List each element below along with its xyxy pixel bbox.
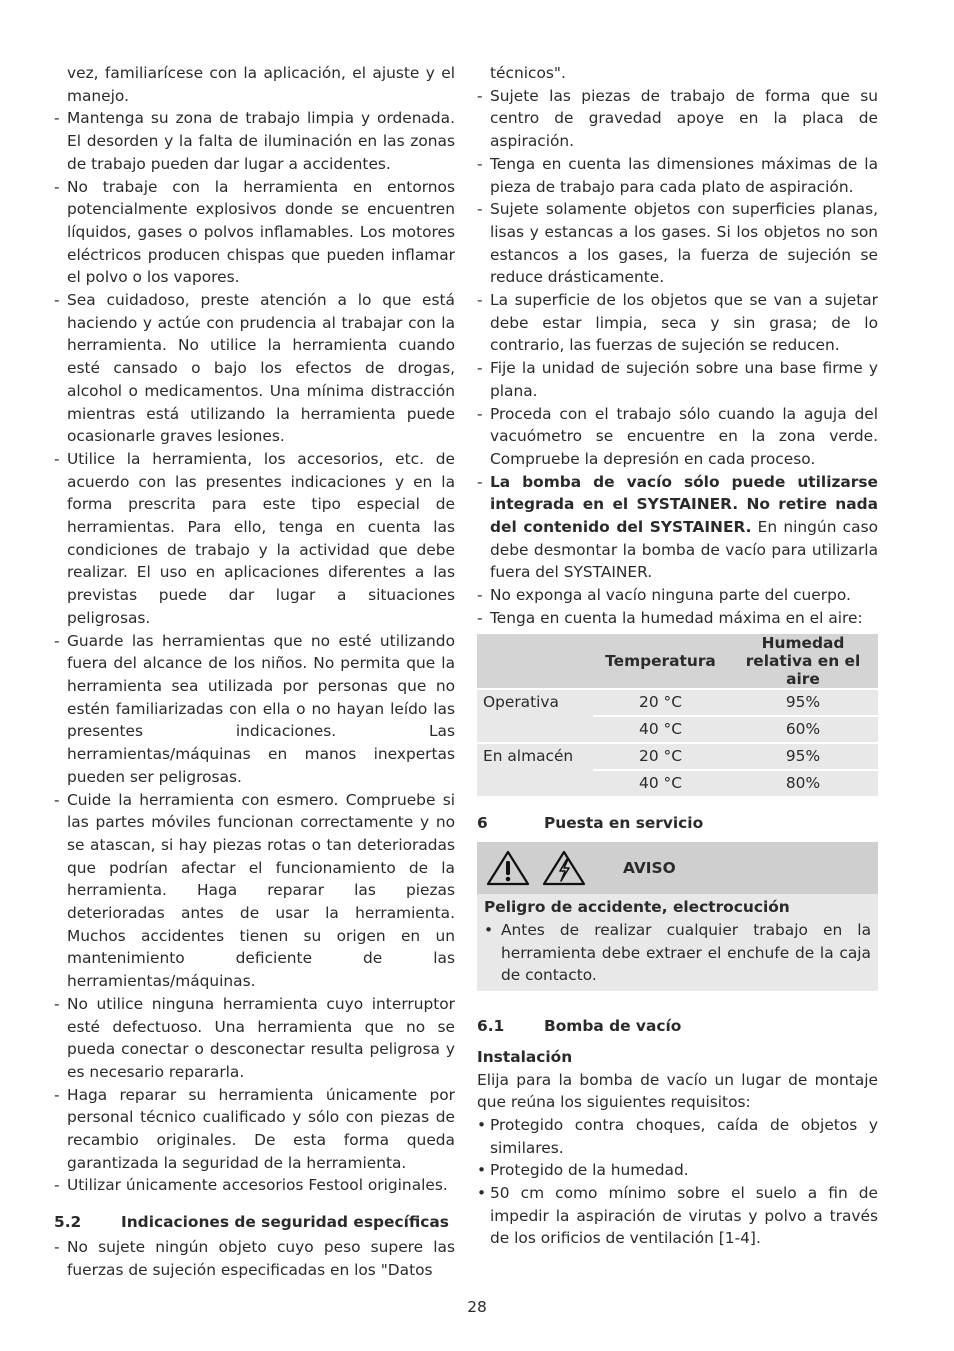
- list-item-bold: - La bomba de vacío sólo puede utilizarse integrada en el SYSTAINER. No retire nada del contenido del SYSTAINER. En ningún caso debe desmontar la bomba de vacío para utilizarla fuera del SYSTAINER.: [477, 472, 878, 582]
- list-item: - Utilizar únicamente accesorios Festool originales.: [54, 1176, 448, 1195]
- list-item: - Tenga en cuenta las dimensiones máximas de la pieza de trabajo para cada plato de aspiración.: [477, 154, 878, 196]
- table-cell: 95%: [728, 742, 878, 769]
- high-voltage-icon: [541, 849, 587, 887]
- list-item: - Guarde las herramientas que no esté utilizando fuera del alcance de los niños. No permita que la herramienta sea utilizada por personas que no estén familiarizadas con ella o no hayan leído las presentes indicaciones. Las herramientas/máquinas en manos inexpertas pueden ser peligrosas.: [54, 631, 455, 786]
- section-heading-6: 6 Puesta en servicio: [477, 813, 704, 832]
- install-text: Elija para la bomba de vacío un lugar de montaje que reúna los siguientes requisitos:: [477, 1070, 878, 1112]
- table-row: [477, 688, 878, 715]
- table-row: [477, 742, 878, 769]
- table-header-empty: [477, 634, 593, 688]
- list-item: - Tenga en cuenta la humedad máxima en el aire:: [477, 608, 863, 627]
- list-item: • 50 cm como mínimo sobre el suelo a fin de impedir la aspiración de virutas y polvo a través de los orificios de ventilación [1-4].: [477, 1184, 878, 1248]
- section-heading-5-2: 5.2 Indicaciones de seguridad específicas: [54, 1213, 449, 1232]
- humidity-table: [477, 634, 878, 796]
- list-item: - Mantenga su zona de trabajo limpia y ordenada. El desorden y la falta de iluminación en las zonas de trabajo pueden dar lugar a accidentes.: [54, 109, 455, 173]
- list-item: - La superficie de los objetos que se van a sujetar debe estar limpia, seca y sin grasa; de lo contrario, las fuerzas de sujeción se reducen.: [477, 291, 878, 355]
- warning-header: [477, 842, 878, 894]
- table-cell: 20 °C: [593, 742, 728, 769]
- table-cell: 40 °C: [593, 715, 728, 742]
- table-cell: [477, 769, 593, 796]
- warning-title: Peligro de accidente, electrocución: [484, 898, 790, 917]
- list-item: - No trabaje con la herramienta en entornos potencialmente explosivos donde se encuentren líquidos, gases o polvos inflamables. Los motores eléctricos producen chispas que pueden inflamar el polvo o los vapores.: [54, 177, 455, 287]
- list-item: - Fije la unidad de sujeción sobre una base firme y plana.: [477, 359, 878, 400]
- page-number: 28: [467, 1298, 487, 1316]
- list-item: - Cuide la herramienta con esmero. Compruebe si las partes móviles funcionan correctamente y no se atascan, si hay piezas rotas o tan deterioradas que podrían afectar el funcionamiento de la herramienta. Haga reparar las piezas deterioradas antes de usar la herramienta. Muchos accidentes tienen su origen en un mantenimiento deficiente de las herramientas/máquinas.: [54, 790, 455, 991]
- list-item: - No sujete ningún objeto cuyo peso supere las fuerzas de sujeción especificadas en los "Datos: [54, 1237, 455, 1279]
- list-item: - No exponga al vacío ninguna parte del cuerpo.: [477, 586, 851, 605]
- list-item: - Proceda con el trabajo sólo cuando la aguja del vacuómetro se encuentre en la zona verde. Compruebe la depresión en cada proceso.: [477, 404, 878, 468]
- list-item: • Protegido contra choques, caída de objetos y similares.: [477, 1115, 878, 1157]
- list-item: - Haga reparar su herramienta únicamente por personal técnico cualificado y sólo con piezas de recambio originales. De esta forma queda garantizada la seguridad de la herramienta.: [54, 1085, 455, 1172]
- list-item: - Sujete las piezas de trabajo de forma que su centro de gravedad apoye en la placa de aspiración.: [477, 86, 878, 151]
- warning-item: • Antes de realizar cualquier trabajo en la herramienta debe extraer el enchufe de la caja de contacto.: [484, 920, 871, 985]
- table-header-temperature: Temperatura: [593, 634, 728, 688]
- table-cell: 40 °C: [593, 769, 728, 796]
- table-row: [477, 715, 878, 742]
- table-cell: [477, 715, 593, 742]
- table-cell: Operativa: [477, 688, 593, 715]
- right-column: [477, 62, 878, 1250]
- table-header-row: [477, 634, 878, 688]
- left-column: [54, 62, 455, 1281]
- warning-label: AVISO: [623, 858, 676, 877]
- table-cell: 60%: [728, 715, 878, 742]
- table-cell: 80%: [728, 769, 878, 796]
- list-item: - Sujete solamente objetos con superficies planas, lisas y estancas a los gases. Si los objetos no son estancos a los gases, la fuerza de sujeción se reduce drásticamente.: [477, 200, 878, 287]
- table-cell: 95%: [728, 688, 878, 715]
- install-heading: Instalación: [477, 1047, 573, 1066]
- warning-body: [477, 894, 878, 991]
- table-cell: En almacén: [477, 742, 593, 769]
- continued-text: técnicos".: [490, 64, 566, 82]
- warning-box: [477, 842, 878, 991]
- list-item: - No utilice ninguna herramienta cuyo interruptor esté defectuoso. Una herramienta que no se pueda conectar o desconectar resulta peligrosa y es necesario repararla.: [54, 994, 455, 1081]
- list-item: - Sea cuidadoso, preste atención a lo que está haciendo y actúe con prudencia al trabajar con la herramienta. No utilice la herramienta cuando esté cansado o bajo los efectos de drogas, alcohol o medicamentos. Una mínima distracción mientras está utilizando la herramienta puede ocasionarle graves lesiones.: [54, 291, 455, 446]
- warning-triangle-icon: [485, 849, 531, 887]
- warning-icons: [477, 849, 623, 887]
- table-row: [477, 769, 878, 796]
- intro-text: vez, familiarícese con la aplicación, el ajuste y el manejo.: [67, 64, 455, 105]
- table-header-humidity: Humedad relativa en el aire: [728, 634, 878, 688]
- list-item: • Protegido de la humedad.: [477, 1161, 689, 1180]
- section-heading-6-1: 6.1 Bomba de vacío: [477, 1017, 682, 1036]
- list-item: - Utilice la herramienta, los accesorios, etc. de acuerdo con las presentes indicaciones y en la forma prescrita para este tipo especial de herramientas. Para ello, tenga en cuenta las condiciones de trabajo y la actividad que debe realizar. El uso en aplicaciones diferentes a las previstas puede dar lugar a situaciones peligrosas.: [54, 449, 455, 627]
- table-cell: 20 °C: [593, 688, 728, 715]
